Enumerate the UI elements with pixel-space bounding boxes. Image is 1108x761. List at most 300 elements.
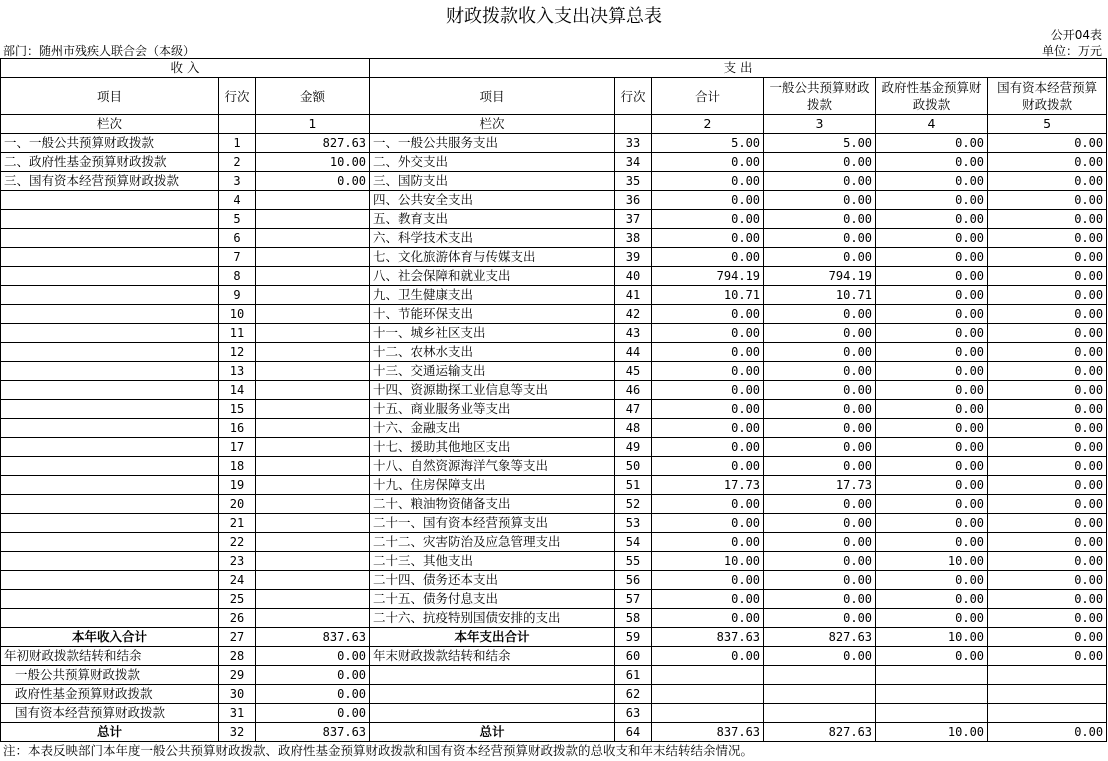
table-row xyxy=(1,267,1107,286)
expense-total: 0.00 xyxy=(652,590,764,609)
expense-line-no: 45 xyxy=(615,362,652,381)
expense-item: 三、国防支出 xyxy=(370,172,615,191)
expense-item: 本年支出合计 xyxy=(370,628,615,647)
footnote: 注：本表反映部门本年度一般公共预算财政拨款、政府性基金预算财政拨款和国有资本经营预算财政拨款的总收支和年末结转结余情况。 xyxy=(3,743,754,758)
expense-line-no: 53 xyxy=(615,514,652,533)
general-budget-amount: 0.00 xyxy=(764,172,876,191)
income-amount xyxy=(256,305,370,324)
expense-line-no: 42 xyxy=(615,305,652,324)
income-item xyxy=(1,191,219,210)
state-capital-amount xyxy=(988,666,1107,685)
general-budget-amount: 0.00 xyxy=(764,495,876,514)
total-header: 合计 xyxy=(652,78,764,115)
income-amount xyxy=(256,552,370,571)
expense-total xyxy=(652,704,764,723)
fund-budget-amount: 0.00 xyxy=(876,571,988,590)
income-amount xyxy=(256,381,370,400)
state-capital-amount: 0.00 xyxy=(988,609,1107,628)
income-amount xyxy=(256,210,370,229)
column-index-3: 3 xyxy=(764,115,876,134)
income-item: 二、政府性基金预算财政拨款 xyxy=(1,153,219,172)
state-capital-amount: 0.00 xyxy=(988,362,1107,381)
expense-total: 0.00 xyxy=(652,381,764,400)
income-amount: 837.63 xyxy=(256,628,370,647)
general-budget-amount: 827.63 xyxy=(764,723,876,742)
income-line-no: 6 xyxy=(219,229,256,248)
expense-item: 二十、粮油物资储备支出 xyxy=(370,495,615,514)
expense-item: 二十五、债务付息支出 xyxy=(370,590,615,609)
table-row xyxy=(1,495,1107,514)
expense-total: 0.00 xyxy=(652,191,764,210)
column-index-blank xyxy=(219,115,256,134)
income-item xyxy=(1,229,219,248)
state-capital-amount: 0.00 xyxy=(988,552,1107,571)
expense-item: 十六、金融支出 xyxy=(370,419,615,438)
income-line-no: 29 xyxy=(219,666,256,685)
general-budget-amount xyxy=(764,704,876,723)
page-title: 财政拨款收入支出决算总表 xyxy=(446,6,662,27)
income-amount xyxy=(256,362,370,381)
fund-budget-amount: 0.00 xyxy=(876,248,988,267)
column-index-5: 5 xyxy=(988,115,1107,134)
expense-item: 十四、资源勘探工业信息等支出 xyxy=(370,381,615,400)
income-amount: 0.00 xyxy=(256,685,370,704)
expense-line-no: 52 xyxy=(615,495,652,514)
general-budget-amount: 0.00 xyxy=(764,305,876,324)
state-capital-amount: 0.00 xyxy=(988,191,1107,210)
fund-budget-amount: 0.00 xyxy=(876,381,988,400)
income-amount xyxy=(256,324,370,343)
income-line-no: 14 xyxy=(219,381,256,400)
general-budget-amount: 0.00 xyxy=(764,609,876,628)
general-budget-amount: 0.00 xyxy=(764,419,876,438)
income-item: 政府性基金预算财政拨款 xyxy=(1,685,219,704)
general-budget-amount: 0.00 xyxy=(764,438,876,457)
income-line-no: 9 xyxy=(219,286,256,305)
general-budget-amount: 0.00 xyxy=(764,571,876,590)
income-item: 一、一般公共预算财政拨款 xyxy=(1,134,219,153)
expense-total xyxy=(652,666,764,685)
fund-budget-amount: 0.00 xyxy=(876,419,988,438)
expense-line-no: 33 xyxy=(615,134,652,153)
expense-item: 十二、农林水支出 xyxy=(370,343,615,362)
expense-item: 十一、城乡社区支出 xyxy=(370,324,615,343)
general-budget-amount: 10.71 xyxy=(764,286,876,305)
income-amount xyxy=(256,400,370,419)
expense-line-no: 60 xyxy=(615,647,652,666)
income-amount: 0.00 xyxy=(256,647,370,666)
income-amount xyxy=(256,229,370,248)
income-line-no: 22 xyxy=(219,533,256,552)
income-item xyxy=(1,590,219,609)
income-item: 本年收入合计 xyxy=(1,628,219,647)
table-row xyxy=(1,229,1107,248)
income-line-no: 7 xyxy=(219,248,256,267)
income-line-no: 21 xyxy=(219,514,256,533)
state-capital-amount: 0.00 xyxy=(988,381,1107,400)
income-line-no: 13 xyxy=(219,362,256,381)
table-row xyxy=(1,476,1107,495)
expense-line-no: 50 xyxy=(615,457,652,476)
general-budget-amount xyxy=(764,685,876,704)
income-line-no: 30 xyxy=(219,685,256,704)
income-line-header: 行次 xyxy=(219,78,256,115)
table-row xyxy=(1,305,1107,324)
expense-line-no: 54 xyxy=(615,533,652,552)
expense-item: 二十一、国有资本经营预算支出 xyxy=(370,514,615,533)
expense-total: 0.00 xyxy=(652,438,764,457)
table-row xyxy=(1,343,1107,362)
income-line-no: 1 xyxy=(219,134,256,153)
expense-item: 一、一般公共服务支出 xyxy=(370,134,615,153)
state-capital-amount: 0.00 xyxy=(988,438,1107,457)
income-item: 国有资本经营预算财政拨款 xyxy=(1,704,219,723)
summary-row xyxy=(1,723,1107,742)
table-row xyxy=(1,571,1107,590)
income-line-no: 20 xyxy=(219,495,256,514)
income-item xyxy=(1,305,219,324)
expense-total: 0.00 xyxy=(652,495,764,514)
income-amount xyxy=(256,343,370,362)
summary-row xyxy=(1,628,1107,647)
expense-line-no: 35 xyxy=(615,172,652,191)
income-item xyxy=(1,248,219,267)
expense-line-no: 34 xyxy=(615,153,652,172)
table-row xyxy=(1,191,1107,210)
table-row xyxy=(1,609,1107,628)
general-budget-amount: 0.00 xyxy=(764,343,876,362)
expense-total: 0.00 xyxy=(652,343,764,362)
income-line-no: 25 xyxy=(219,590,256,609)
expense-line-no: 41 xyxy=(615,286,652,305)
state-capital-amount: 0.00 xyxy=(988,267,1107,286)
income-amount xyxy=(256,248,370,267)
income-line-no: 31 xyxy=(219,704,256,723)
income-line-no: 27 xyxy=(219,628,256,647)
income-item xyxy=(1,476,219,495)
general-budget-amount: 0.00 xyxy=(764,381,876,400)
expense-total: 0.00 xyxy=(652,248,764,267)
expense-total: 0.00 xyxy=(652,457,764,476)
column-index-2: 2 xyxy=(652,115,764,134)
column-index-4: 4 xyxy=(876,115,988,134)
expense-item: 十七、援助其他地区支出 xyxy=(370,438,615,457)
general-budget-amount: 5.00 xyxy=(764,134,876,153)
expense-total: 0.00 xyxy=(652,210,764,229)
expense-total: 0.00 xyxy=(652,419,764,438)
fund-budget-amount: 0.00 xyxy=(876,647,988,666)
general-budget-amount: 17.73 xyxy=(764,476,876,495)
fund-budget-amount: 0.00 xyxy=(876,172,988,191)
expense-line-no: 49 xyxy=(615,438,652,457)
summary-row xyxy=(1,685,1107,704)
expense-line-no: 55 xyxy=(615,552,652,571)
income-amount xyxy=(256,514,370,533)
column-index-label: 栏次 xyxy=(1,115,219,134)
expense-total: 0.00 xyxy=(652,514,764,533)
expense-item: 十三、交通运输支出 xyxy=(370,362,615,381)
column-index-1: 1 xyxy=(256,115,370,134)
table-row xyxy=(1,248,1107,267)
income-line-no: 5 xyxy=(219,210,256,229)
income-amount: 10.00 xyxy=(256,153,370,172)
income-line-no: 15 xyxy=(219,400,256,419)
income-amount xyxy=(256,590,370,609)
income-line-no: 2 xyxy=(219,153,256,172)
state-capital-amount: 0.00 xyxy=(988,723,1107,742)
income-item xyxy=(1,381,219,400)
expense-total: 0.00 xyxy=(652,571,764,590)
fund-budget-amount: 0.00 xyxy=(876,267,988,286)
income-amount: 0.00 xyxy=(256,704,370,723)
expense-total: 0.00 xyxy=(652,609,764,628)
general-budget-amount: 0.00 xyxy=(764,153,876,172)
expense-total xyxy=(652,685,764,704)
state-capital-amount: 0.00 xyxy=(988,343,1107,362)
state-capital-amount: 0.00 xyxy=(988,628,1107,647)
general-budget-amount: 0.00 xyxy=(764,457,876,476)
income-amount xyxy=(256,438,370,457)
fund-budget-amount: 0.00 xyxy=(876,495,988,514)
income-amount xyxy=(256,286,370,305)
expense-total: 0.00 xyxy=(652,153,764,172)
expense-header: 支 出 xyxy=(370,59,1107,78)
summary-row xyxy=(1,647,1107,666)
income-item xyxy=(1,533,219,552)
expense-item: 二、外交支出 xyxy=(370,153,615,172)
state-capital-amount: 0.00 xyxy=(988,210,1107,229)
state-capital-amount: 0.00 xyxy=(988,400,1107,419)
expense-total: 0.00 xyxy=(652,400,764,419)
general-budget-amount: 0.00 xyxy=(764,533,876,552)
expense-total: 0.00 xyxy=(652,305,764,324)
expense-item xyxy=(370,666,615,685)
expense-line-no: 51 xyxy=(615,476,652,495)
expense-line-no: 62 xyxy=(615,685,652,704)
table-row xyxy=(1,438,1107,457)
expense-item-header: 项目 xyxy=(370,78,615,115)
expense-total: 17.73 xyxy=(652,476,764,495)
expense-line-no: 61 xyxy=(615,666,652,685)
table-row xyxy=(1,590,1107,609)
fund-budget-amount: 0.00 xyxy=(876,210,988,229)
income-amount xyxy=(256,457,370,476)
income-amount: 837.63 xyxy=(256,723,370,742)
income-line-no: 24 xyxy=(219,571,256,590)
income-item xyxy=(1,571,219,590)
fund-budget-amount: 0.00 xyxy=(876,305,988,324)
general-budget-amount: 0.00 xyxy=(764,647,876,666)
income-item xyxy=(1,324,219,343)
income-amount-header: 金额 xyxy=(256,78,370,115)
expense-line-no: 40 xyxy=(615,267,652,286)
expense-total: 837.63 xyxy=(652,628,764,647)
income-item: 三、国有资本经营预算财政拨款 xyxy=(1,172,219,191)
income-line-no: 19 xyxy=(219,476,256,495)
fund-budget-amount: 0.00 xyxy=(876,362,988,381)
table-row xyxy=(1,210,1107,229)
income-line-no: 26 xyxy=(219,609,256,628)
column-index-label: 栏次 xyxy=(370,115,615,134)
table-row xyxy=(1,514,1107,533)
table-row xyxy=(1,362,1107,381)
income-item xyxy=(1,419,219,438)
state-capital-amount: 0.00 xyxy=(988,248,1107,267)
income-amount: 0.00 xyxy=(256,172,370,191)
income-amount xyxy=(256,533,370,552)
state-capital-amount xyxy=(988,685,1107,704)
fund-budget-amount xyxy=(876,704,988,723)
state-capital-amount: 0.00 xyxy=(988,286,1107,305)
expense-line-no: 48 xyxy=(615,419,652,438)
state-capital-amount: 0.00 xyxy=(988,305,1107,324)
table-row xyxy=(1,457,1107,476)
fund-budget-amount: 0.00 xyxy=(876,343,988,362)
fund-budget-amount: 0.00 xyxy=(876,457,988,476)
expense-item: 十九、住房保障支出 xyxy=(370,476,615,495)
expense-item: 四、公共安全支出 xyxy=(370,191,615,210)
expense-item: 二十四、债务还本支出 xyxy=(370,571,615,590)
income-amount xyxy=(256,571,370,590)
expense-item: 总计 xyxy=(370,723,615,742)
expense-item: 二十二、灾害防治及应急管理支出 xyxy=(370,533,615,552)
general-budget-amount: 0.00 xyxy=(764,324,876,343)
fund-budget-amount: 0.00 xyxy=(876,438,988,457)
general-budget-amount: 0.00 xyxy=(764,590,876,609)
expense-total: 0.00 xyxy=(652,324,764,343)
expense-line-no: 58 xyxy=(615,609,652,628)
column-index-blank xyxy=(615,115,652,134)
income-item xyxy=(1,514,219,533)
expense-total: 0.00 xyxy=(652,647,764,666)
income-item xyxy=(1,286,219,305)
expense-line-no: 47 xyxy=(615,400,652,419)
income-line-no: 28 xyxy=(219,647,256,666)
fund-budget-amount: 0.00 xyxy=(876,400,988,419)
table-row xyxy=(1,286,1107,305)
expense-line-header: 行次 xyxy=(615,78,652,115)
expense-item: 二十三、其他支出 xyxy=(370,552,615,571)
fund-budget-amount: 0.00 xyxy=(876,324,988,343)
table-row xyxy=(1,533,1107,552)
state-capital-amount: 0.00 xyxy=(988,324,1107,343)
expense-line-no: 64 xyxy=(615,723,652,742)
table-row xyxy=(1,381,1107,400)
table-row xyxy=(1,153,1107,172)
fund-budget-amount: 0.00 xyxy=(876,609,988,628)
fund-budget-amount xyxy=(876,666,988,685)
state-capital-amount: 0.00 xyxy=(988,476,1107,495)
state-capital-amount: 0.00 xyxy=(988,647,1107,666)
income-line-no: 16 xyxy=(219,419,256,438)
expense-item: 六、科学技术支出 xyxy=(370,229,615,248)
income-item xyxy=(1,609,219,628)
expense-item: 七、文化旅游体育与传媒支出 xyxy=(370,248,615,267)
table-row xyxy=(1,324,1107,343)
state-capital-amount: 0.00 xyxy=(988,153,1107,172)
fund-budget-amount: 10.00 xyxy=(876,628,988,647)
state-capital-amount: 0.00 xyxy=(988,172,1107,191)
general-budget-amount: 794.19 xyxy=(764,267,876,286)
fund-budget-amount: 0.00 xyxy=(876,153,988,172)
state-capital-amount: 0.00 xyxy=(988,590,1107,609)
budget-summary-table xyxy=(0,58,1107,742)
income-amount xyxy=(256,609,370,628)
expense-line-no: 57 xyxy=(615,590,652,609)
income-item xyxy=(1,552,219,571)
fund-budget-amount: 0.00 xyxy=(876,590,988,609)
income-item xyxy=(1,362,219,381)
table-code: 公开04表 xyxy=(1050,28,1102,42)
table-row xyxy=(1,134,1107,153)
income-amount xyxy=(256,495,370,514)
expense-item: 十、节能环保支出 xyxy=(370,305,615,324)
expense-line-no: 36 xyxy=(615,191,652,210)
table-row xyxy=(1,172,1107,191)
fund-budget-amount: 10.00 xyxy=(876,552,988,571)
income-line-no: 17 xyxy=(219,438,256,457)
expense-total: 0.00 xyxy=(652,362,764,381)
expense-item xyxy=(370,685,615,704)
income-item xyxy=(1,438,219,457)
income-item xyxy=(1,400,219,419)
fund-budget-amount: 0.00 xyxy=(876,476,988,495)
income-amount xyxy=(256,476,370,495)
income-item xyxy=(1,457,219,476)
income-line-no: 4 xyxy=(219,191,256,210)
fund-budget-amount: 0.00 xyxy=(876,286,988,305)
expense-line-no: 39 xyxy=(615,248,652,267)
income-amount xyxy=(256,267,370,286)
table-row xyxy=(1,552,1107,571)
income-item xyxy=(1,210,219,229)
state-capital-amount: 0.00 xyxy=(988,457,1107,476)
state-capital-amount: 0.00 xyxy=(988,533,1107,552)
unit-label: 单位：万元 xyxy=(1041,44,1102,58)
expense-total: 10.00 xyxy=(652,552,764,571)
expense-item: 五、教育支出 xyxy=(370,210,615,229)
general-budget-amount xyxy=(764,666,876,685)
expense-total: 5.00 xyxy=(652,134,764,153)
state-capital-amount: 0.00 xyxy=(988,571,1107,590)
expense-item: 二十六、抗疫特别国债安排的支出 xyxy=(370,609,615,628)
general-budget-amount: 0.00 xyxy=(764,210,876,229)
income-line-no: 3 xyxy=(219,172,256,191)
income-item: 一般公共预算财政拨款 xyxy=(1,666,219,685)
expense-line-no: 38 xyxy=(615,229,652,248)
income-line-no: 8 xyxy=(219,267,256,286)
general-budget-amount: 0.00 xyxy=(764,248,876,267)
fund-budget-amount: 0.00 xyxy=(876,533,988,552)
income-item xyxy=(1,267,219,286)
expense-item: 十八、自然资源海洋气象等支出 xyxy=(370,457,615,476)
expense-item: 九、卫生健康支出 xyxy=(370,286,615,305)
expense-line-no: 43 xyxy=(615,324,652,343)
expense-line-no: 46 xyxy=(615,381,652,400)
income-line-no: 18 xyxy=(219,457,256,476)
table-row xyxy=(1,419,1107,438)
expense-total: 0.00 xyxy=(652,172,764,191)
income-header: 收 入 xyxy=(1,59,370,78)
general-budget-amount: 0.00 xyxy=(764,552,876,571)
income-line-no: 23 xyxy=(219,552,256,571)
general-budget-amount: 0.00 xyxy=(764,362,876,381)
fund-budget-amount: 0.00 xyxy=(876,229,988,248)
expense-line-no: 37 xyxy=(615,210,652,229)
state-capital-amount xyxy=(988,704,1107,723)
expense-line-no: 56 xyxy=(615,571,652,590)
department-label: 部门：随州市残疾人联合会（本级） xyxy=(3,44,196,58)
